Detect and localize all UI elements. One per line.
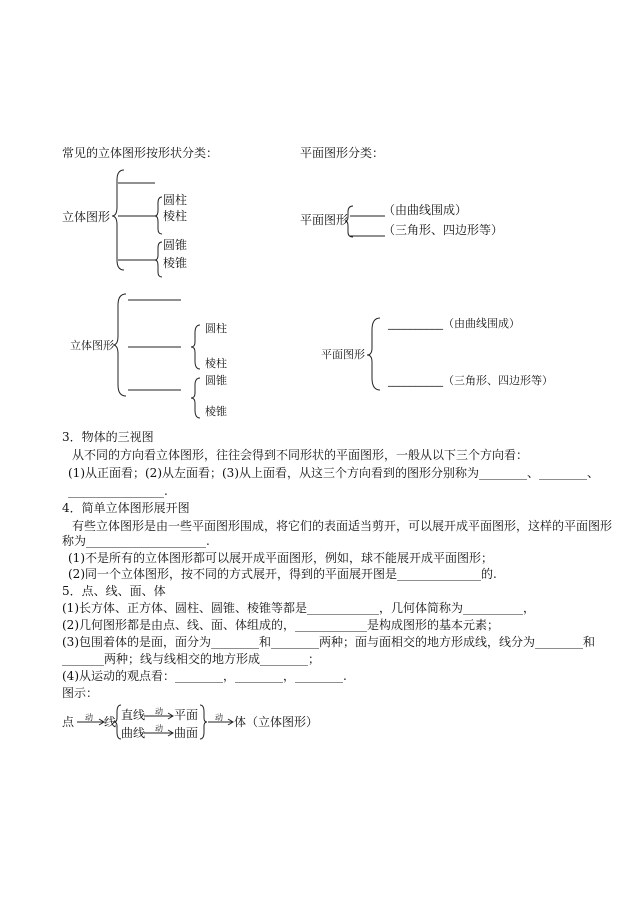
diagram3-cone: 圆锥 bbox=[205, 374, 227, 387]
diagram3-prism: 棱柱 bbox=[205, 357, 227, 370]
flow-move-label-1: 动 bbox=[85, 713, 93, 722]
diagram1-main-brace bbox=[112, 170, 124, 270]
section5-line6: 图示： bbox=[62, 686, 99, 700]
diagram4-brace bbox=[367, 318, 380, 390]
flow-plane: 平面 bbox=[174, 708, 199, 722]
section4-line4: (2)同一个立体图形，按不同的方式展开，得到的平面展开图是______________的. bbox=[68, 567, 497, 581]
section3-line2: (1)从正面看；(2)从左面看；(3)从上面看，从这三个方向看到的图形分别称为________、________、 bbox=[68, 466, 599, 480]
diagram2-title: 平面图形分类： bbox=[300, 146, 385, 160]
diagram1-cylinder: 圆柱 bbox=[163, 193, 188, 207]
diagram3-sub-brace-1 bbox=[191, 325, 200, 369]
section5-line5: (4)从运动的观点看：________，________，________. bbox=[62, 669, 347, 683]
diagram4-root: 平面图形 bbox=[321, 348, 365, 361]
flow-curve: 曲线 bbox=[121, 726, 146, 740]
diagram1-pyramid: 棱锥 bbox=[163, 256, 188, 270]
diagram3-sub-brace-2 bbox=[191, 378, 200, 418]
diagram2-curved: （由曲线围成） bbox=[383, 203, 468, 217]
diagram3-root: 立体图形 bbox=[70, 339, 114, 352]
diagram1-prism: 棱柱 bbox=[163, 209, 188, 223]
flow-curved-surface: 曲面 bbox=[174, 726, 199, 740]
section4-line3: (1)不是所有的立体图形都可以展开成平面图形，例如，球不能展开成平面图形； bbox=[68, 551, 494, 565]
section4-heading: 4．简单立体图形展开图 bbox=[62, 501, 190, 515]
diagram2-root: 平面图形 bbox=[300, 213, 349, 227]
section4-line1: 有些立体图形是由一些平面图形围成，将它们的表面适当剪开，可以展开成平面图形，这样的平面图形 bbox=[72, 519, 613, 533]
section4-line2: 称为____________________. bbox=[62, 534, 210, 548]
section5-heading: 5．点、线、面、体 bbox=[62, 584, 166, 598]
diagram3-main-brace bbox=[113, 294, 126, 396]
flow-move-label-3: 动 bbox=[155, 724, 163, 733]
diagram1-title: 常见的立体图形按形状分类： bbox=[62, 146, 219, 160]
section5-line4: _______两种；线与线相交的地方形成________； bbox=[62, 652, 321, 666]
flow-point: 点 bbox=[62, 715, 75, 729]
diagram2-polygon: （三角形、四边形等） bbox=[383, 223, 504, 237]
diagram1-sub-brace-1 bbox=[155, 197, 162, 234]
flow-line: 线 bbox=[104, 715, 117, 729]
section5-line3: (3)包围着体的是面，面分为________和________两种；面与面相交的地方形成线，线分为________和 bbox=[62, 635, 596, 649]
section3-line1: 从不同的方向看立体图形，往往会得到不同形状的平面图形，一般从以下三个方向看： bbox=[72, 448, 529, 462]
flow-move-label-2: 动 bbox=[155, 707, 163, 716]
flow-solid: 体（立体图形） bbox=[234, 715, 319, 729]
diagram1-root: 立体图形 bbox=[62, 210, 111, 224]
diagram1-sub-brace-2 bbox=[155, 242, 162, 277]
diagram1-cone: 圆锥 bbox=[163, 238, 188, 252]
flow-straight: 直线 bbox=[121, 708, 146, 722]
diagram3-cylinder: 圆柱 bbox=[205, 322, 227, 335]
diagram3-pyramid: 棱锥 bbox=[205, 405, 227, 418]
flow-right-brace bbox=[200, 705, 207, 739]
section3-line3: ________________. bbox=[68, 484, 168, 498]
section5-line1: (1)长方体、正方体、圆柱、圆锥、棱锥等都是____________，几何体简称为__________， bbox=[62, 601, 536, 615]
diagram4-polygon: __________（三角形、四边形等） bbox=[388, 374, 553, 387]
diagram4-curved: __________（由曲线围成） bbox=[388, 317, 520, 330]
section5-line2: (2)几何图形都是由点、线、面、体组成的，____________是构成图形的基本元素； bbox=[62, 618, 500, 632]
section3-heading: 3．物体的三视图 bbox=[62, 430, 154, 444]
flow-move-label-4: 动 bbox=[215, 713, 223, 722]
